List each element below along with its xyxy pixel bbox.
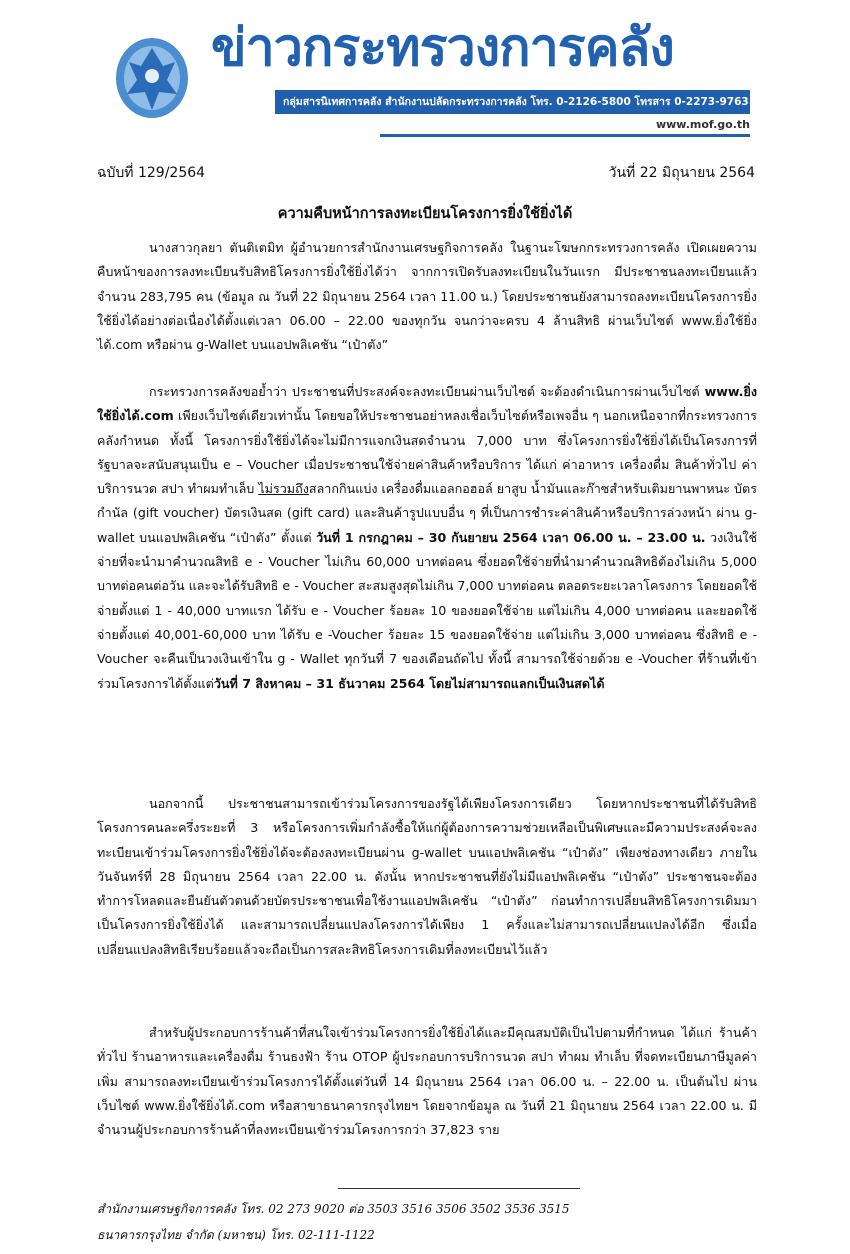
paragraph-3: นอกจากนี้ ประชาชนสามารถเข้าร่วมโครงการของรัฐได้เพียงโครงการเดียว โดยหากประชาชนที่ได้รับสิทธิโครงการคนละครึ่งระยะที่ 3 หรือโครงการเพิ่มกำลังซื้อให้แก่ผู้ต้องการความช่วยเหลือเป็นพิเศษและมีความประสงค์จะลงทะเบียนเข้าร่วมโครงการยิ่งใช้ยิ่งได้จะต้องลงทะเบียนผ่าน g-wallet บนแอปพลิเคชัน “เป๋าตัง” เพียงช่องทางเดียว ภายในวันจันทร์ที่ 28 มิถุนายน 2564 เวลา 22.00 น. ดังนั้น หากประชาชนที่ยังไม่มีแอปพลิเคชัน “เป๋าตัง” ประชาชนจะต้องทำการโหลดและยืนยันตัวตนด้วยบัตรประชาชนเพื่อใช้งานแอปพลิเคชัน “เป๋าตัง” ก่อนทำการเปลี่ยนสิทธิโครงการเดิมมาเป็นโครงการยิ่งใช้ยิ่งได้ และสามารถเปลี่ยนแปลงโครงการได้เพียง 1 ครั้งและไม่สามารถเปลี่ยนแปลงได้อีก ซึ่งเมื่อเปลี่ยนแปลงสิทธิเรียบร้อยแล้วจะถือเป็นการสละสิทธิโครงการเดิมที่ลงทะเบียนไว้แล้ว <box>97 796 757 957</box>
doc-title: ความคืบหน้าการลงทะเบียนโครงการยิ่งใช้ยิ่งได้ <box>277 206 573 222</box>
p2-text-a: กระทรวงการคลังขอย้ำว่า ประชาชนที่ประสงค์จะลงทะเบียนผ่านเว็บไซต์ จะต้องดำเนินการผ่านเว็บไซต์ <box>149 384 705 399</box>
masthead-divider <box>380 134 750 137</box>
masthead <box>0 0 850 150</box>
p2-website: www.ยิ่งใช้ยิ่งได้.com <box>97 384 757 424</box>
p2-use-period: วันที่ 7 สิงหาคม – 31 ธันวาคม 2564 <box>213 675 425 691</box>
p2-spend-period: วันที่ 1 กรกฎาคม – 30 กันยายน 2564 เวลา 06.00 น. – 23.00 น. <box>316 529 706 545</box>
masthead-title: ข่าวกระทรวงการคลัง <box>211 18 674 78</box>
paragraph-4: สำหรับผู้ประกอบการร้านค้าที่สนใจเข้าร่วมโครงการยิ่งใช้ยิ่งได้และมีคุณสมบัติเป็นไปตามที่กำหนด ได้แก่ ร้านค้าทั่วไป ร้านอาหารและเครื่องดื่ม ร้านธงฟ้า ร้าน OTOP ผู้ประกอบการบริการนวด สปา ทำผม ทำเล็บ ที่จดทะเบียนภาษีมูลค่าเพิ่ม สามารถลงทะเบียนเข้าร่วมโครงการได้ตั้งแต่วันที่ 14 มิถุนายน 2564 เวลา 06.00 น. – 22.00 น. เป็นต้นไป ผ่านเว็บไซต์ www.ยิ่งใช้ยิ่งได้.com หรือสาขาธนาคารกรุงไทยฯ โดยจากข้อมูล ณ วันที่ 21 มิถุนายน 2564 เวลา 22.00 น. มีจำนวนผู้ประกอบการร้านค้าที่ลงทะเบียนเข้าร่วมโครงการกว่า 37,823 ราย <box>97 1025 757 1138</box>
p2-text-c: เพียงเว็บไซต์เดียวเท่านั้น โดยขอให้ประชาชนอย่าหลงเชื่อเว็บไซต์หรือเพจอื่น ๆ นอกเหนือจากที่กระทรวงการคลังกำหนด ทั้งนี้ โครงการยิ่งใช้ยิ่งได้จะไม่มีการแจกเงินสดจำนวน 7,000 บาท ซึ่งโครงการยิ่งใช้ยิ่งได้เป็นโครงการที่รัฐบาลจะสนับสนุนเป็น e – Voucher เมื่อประชาชนใช้จ่ายค่าสินค้าหรือบริการ ได้แก่ ค่าอาหาร เครื่องดื่ม สินค้าทั่วไป ค่าบริการนวด สปา ทำผมทำเล็บ <box>97 408 757 497</box>
footer-contact-2: ธนาคารกรุงไทย จำกัด (มหาชน) โทร. 02-111-1122 <box>97 1228 375 1242</box>
masthead-website: www.mof.go.th <box>655 118 750 131</box>
garuda-logo-icon <box>113 36 191 120</box>
footer-contact-1: สำนักงานเศรษฐกิจการคลัง โทร. 02 273 9020 ต่อ 3503 3516 3506 3502 3536 3515 <box>97 1202 570 1216</box>
p2-excluded: ไม่รวมถึง <box>258 481 309 497</box>
footer-divider <box>338 1188 580 1189</box>
paragraph-2 <box>97 380 757 696</box>
doc-date: วันที่ 22 มิถุนายน 2564 <box>608 165 755 181</box>
p2-text-i: โดยไม่สามารถแลกเป็นเงินสดได้ <box>424 675 605 691</box>
doc-number: ฉบับที่ 129/2564 <box>97 165 206 181</box>
p2-text-g: วงเงินใช้จ่ายที่จะนำมาคำนวณสิทธิ e - Voucher ไม่เกิน 60,000 บาทต่อคน ซึ่งยอดใช้จ่ายที่นำมาคำนวณสิทธิต้องไม่เกิน 5,000 บาทต่อคนต่อวัน และจะได้รับสิทธิ e - Voucher สะสมสูงสุดไม่เกิน 7,000 บาทต่อคน ตลอดระยะเวลาโครงการ โดยยอดใช้จ่ายตั้งแต่ 1 - 40,000 บาทแรก ได้รับ e - Voucher ร้อยละ 10 ของยอดใช้จ่าย แต่ไม่เกิน 4,000 บาทต่อคน และยอดใช้จ่ายตั้งแต่ 40,001-60,000 บาท ได้รับ e -Voucher ร้อยละ 15 ของยอดใช้จ่าย แต่ไม่เกิน 3,000 บาทต่อคน ซึ่งสิทธิ e -Voucher จะคืนเป็นวงเงินเข้าใน g - Wallet ทุกวันที่ 7 ของเดือนถัดไป ทั้งนี้ สามารถใช้จ่ายด้วย e -Voucher ที่ร้านที่เข้าร่วมโครงการได้ตั้งแต่ <box>97 529 757 691</box>
paragraph-1: นางสาวกุลยา ตันติเตมิท ผู้อำนวยการสำนักงานเศรษฐกิจการคลัง ในฐานะโฆษกกระทรวงการคลัง เปิดเผยความคืบหน้าของการลงทะเบียนรับสิทธิโครงการยิ่งใช้ยิ่งได้ว่า จากการเปิดรับลงทะเบียนในวันแรก มีประชาชนลงทะเบียนแล้วจำนวน 283,795 คน (ข้อมูล ณ วันที่ 22 มิถุนายน 2564 เวลา 11.00 น.) โดยประชาชนยังสามารถลงทะเบียนโครงการยิ่งใช้ยิ่งได้อย่างต่อเนื่องได้ตั้งแต่เวลา 06.00 – 22.00 ของทุกวัน จนกว่าจะครบ 4 ล้านสิทธิ ผ่านเว็บไซต์ www.ยิ่งใช้ยิ่งได้.com หรือผ่าน g-Wallet บนแอปพลิเคชัน “เป๋าตัง” <box>97 240 757 353</box>
masthead-contact-bar: กลุ่มสารนิเทศการคลัง สำนักงานปลัดกระทรวงการคลัง โทร. 0-2126-5800 โทรสาร 0-2273-9763 <box>275 90 750 114</box>
p2-text-e: สลากกินแบ่ง เครื่องดื่มแอลกอฮอล์ ยาสูบ น้ำมันและก๊าซสำหรับเติมยานพาหนะ บัตรกำนัล (gift voucher) บัตรเงินสด (gift card) และสินค้ารูปแบบอื่น ๆ ที่เป็นการชำระค่าสินค้าหรือบริการล่วงหน้า ผ่าน g-wallet บนแอปพลิเคชัน “เป๋าตัง” ตั้งแต่ <box>97 481 757 545</box>
